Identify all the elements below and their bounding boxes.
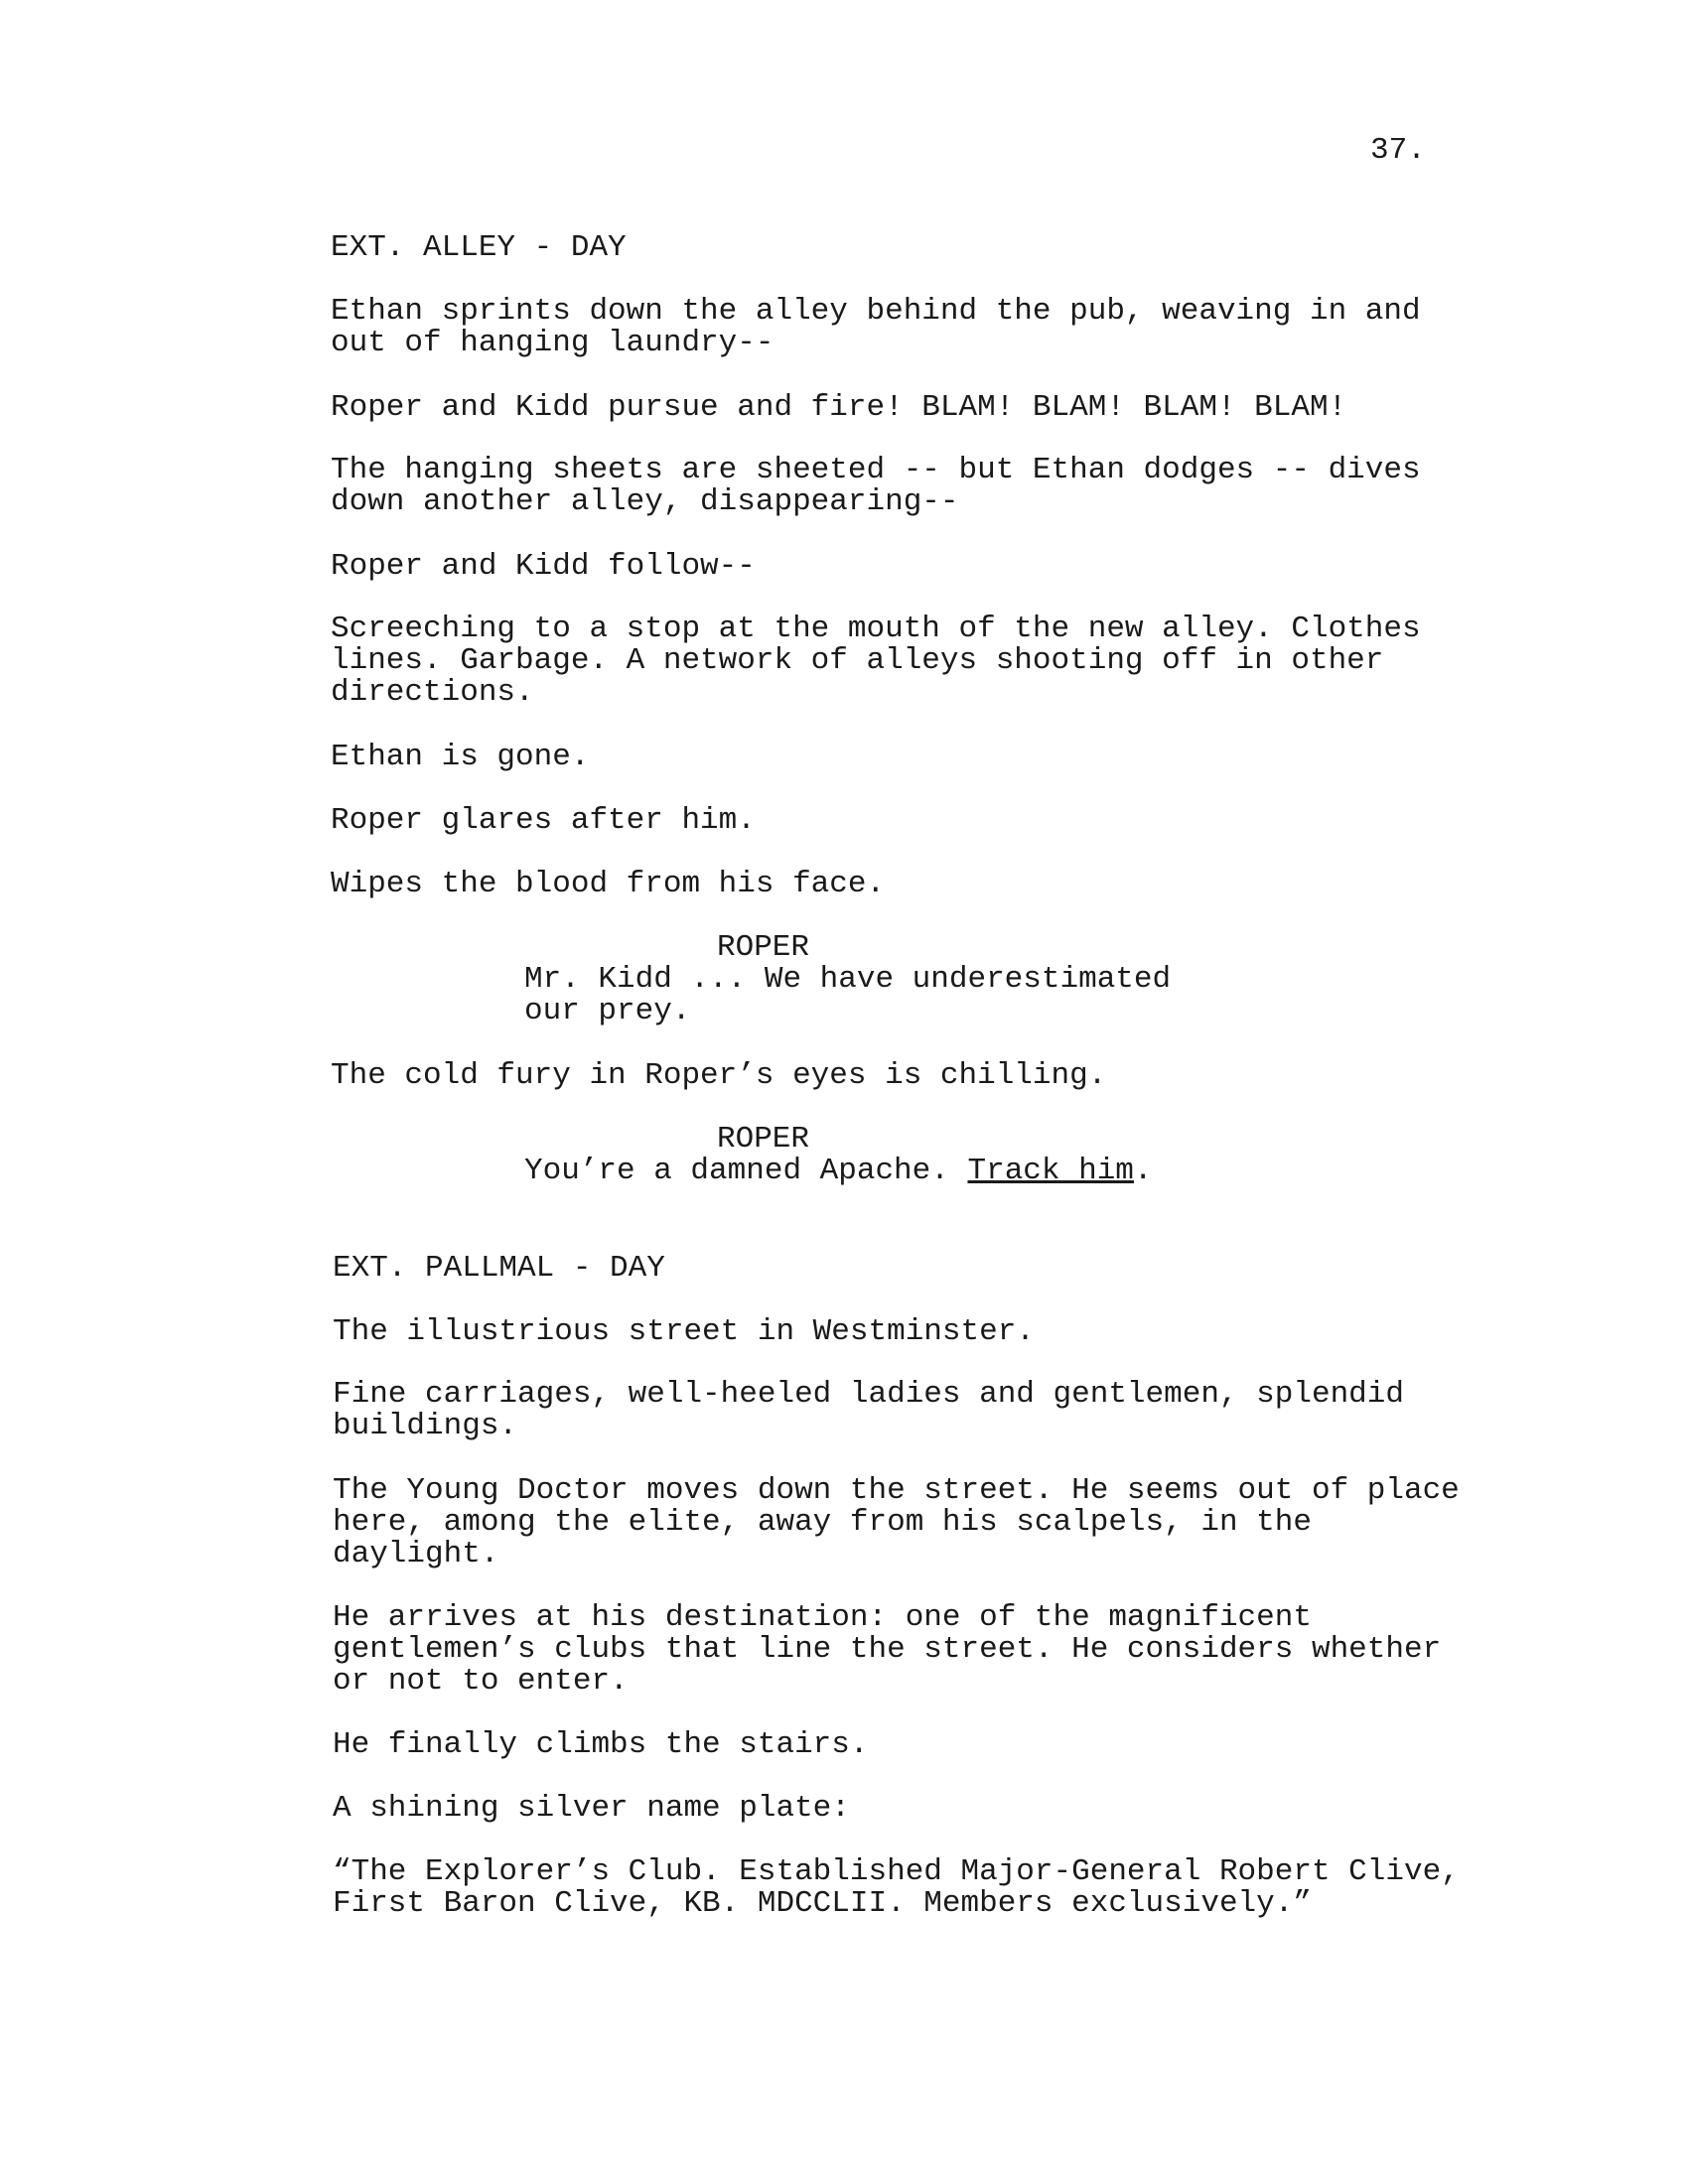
action-line: The cold fury in Roper’s eyes is chilling. bbox=[331, 1058, 1107, 1093]
action-line: Wipes the blood from his face. bbox=[331, 867, 886, 901]
action-line: A shining silver name plate: bbox=[333, 1791, 850, 1826]
character-name: ROPER bbox=[717, 1122, 810, 1157]
action-line: “The Explorer’s Club. Established Major-General Robert Clive, bbox=[333, 1854, 1460, 1889]
action-line: down another alley, disappearing-- bbox=[331, 484, 959, 519]
action-line: The Young Doctor moves down the street. He seems out of place bbox=[333, 1473, 1460, 1508]
action-line: directions. bbox=[331, 675, 534, 710]
page-number: 37. bbox=[1370, 133, 1426, 168]
character-name: ROPER bbox=[717, 930, 810, 965]
action-line: gentlemen’s clubs that line the street. He considers whether bbox=[333, 1632, 1442, 1667]
action-line: here, among the elite, away from his scalpels, in the bbox=[333, 1505, 1312, 1540]
action-line: He arrives at his destination: one of the magnificent bbox=[333, 1600, 1312, 1635]
action-line: Ethan sprints down the alley behind the pub, weaving in and bbox=[331, 294, 1421, 329]
action-line: lines. Garbage. A network of alleys shooting off in other bbox=[331, 643, 1384, 678]
action-line: out of hanging laundry-- bbox=[331, 326, 774, 360]
action-line: Screeching to a stop at the mouth of the new alley. Clothes bbox=[331, 612, 1421, 646]
action-line: or not to enter. bbox=[333, 1664, 629, 1699]
action-line: Ethan is gone. bbox=[331, 740, 590, 774]
dialogue-text: . bbox=[1133, 1154, 1153, 1188]
scene-heading: EXT. PALLMAL - DAY bbox=[333, 1251, 665, 1286]
action-line: Roper and Kidd follow-- bbox=[331, 549, 756, 584]
action-line: He finally climbs the stairs. bbox=[333, 1727, 869, 1762]
dialogue-line: our prey. bbox=[524, 994, 691, 1028]
action-line: Fine carriages, well-heeled ladies and gentlemen, splendid bbox=[333, 1377, 1404, 1412]
action-line: The illustrious street in Westminster. bbox=[333, 1314, 1035, 1349]
scene-heading: EXT. ALLEY - DAY bbox=[331, 230, 627, 265]
action-line: Roper glares after him. bbox=[331, 803, 756, 838]
action-line: daylight. bbox=[333, 1537, 499, 1571]
dialogue-line bbox=[524, 1156, 1153, 1187]
action-line: The hanging sheets are sheeted -- but Ethan dodges -- dives bbox=[331, 453, 1421, 487]
action-line: buildings. bbox=[333, 1409, 518, 1443]
action-line: First Baron Clive, KB. MDCCLII. Members exclusively.” bbox=[333, 1886, 1312, 1921]
dialogue-line: Mr. Kidd ... We have underestimated bbox=[524, 962, 1172, 997]
action-line: Roper and Kidd pursue and fire! BLAM! BLAM! BLAM! BLAM! bbox=[331, 390, 1347, 425]
underlined-text: Track him bbox=[967, 1154, 1134, 1188]
dialogue-text: You’re a damned Apache. bbox=[524, 1154, 968, 1188]
